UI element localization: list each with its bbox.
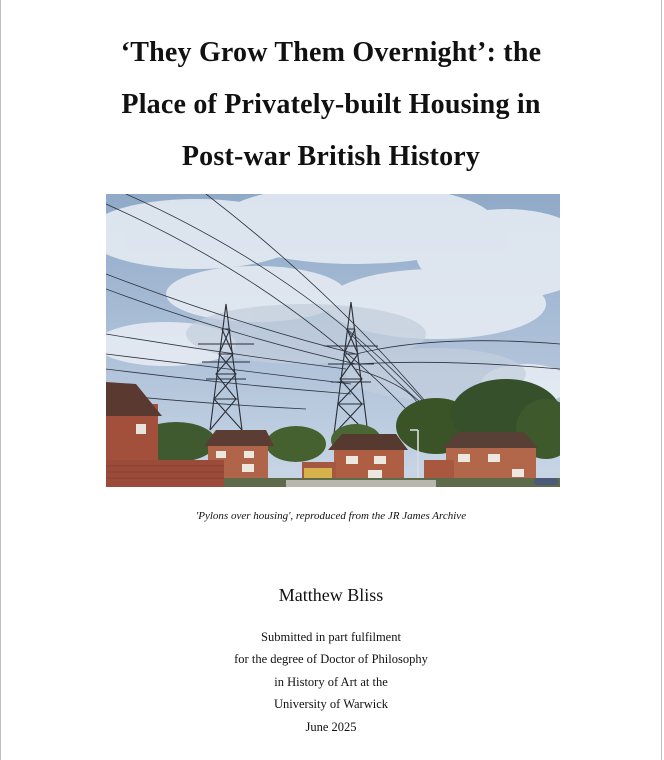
title-line-1: ‘They Grow Them Overnight’: the (120, 37, 542, 68)
title-line-2: Place of Privately-built Housing in (121, 89, 541, 120)
submission-line-2: for the degree of Doctor of Philosophy (234, 652, 428, 667)
title-line-3: Post-war British History (181, 141, 481, 172)
submission-line-4: University of Warwick (273, 697, 388, 712)
author-name: Matthew Bliss (278, 585, 384, 605)
submission-date: June 2025 (305, 719, 357, 734)
car (534, 478, 558, 485)
cover-photo (106, 194, 560, 487)
submission-statement (1, 626, 661, 738)
submission-line-1: Submitted in part fulfilment (261, 630, 401, 644)
submission-line-3: in History of Art at the (274, 674, 388, 689)
brick-wall (106, 460, 224, 487)
thesis-title (1, 27, 661, 183)
photo-caption: 'Pylons over housing', reproduced from the JR James Archive (195, 510, 467, 522)
